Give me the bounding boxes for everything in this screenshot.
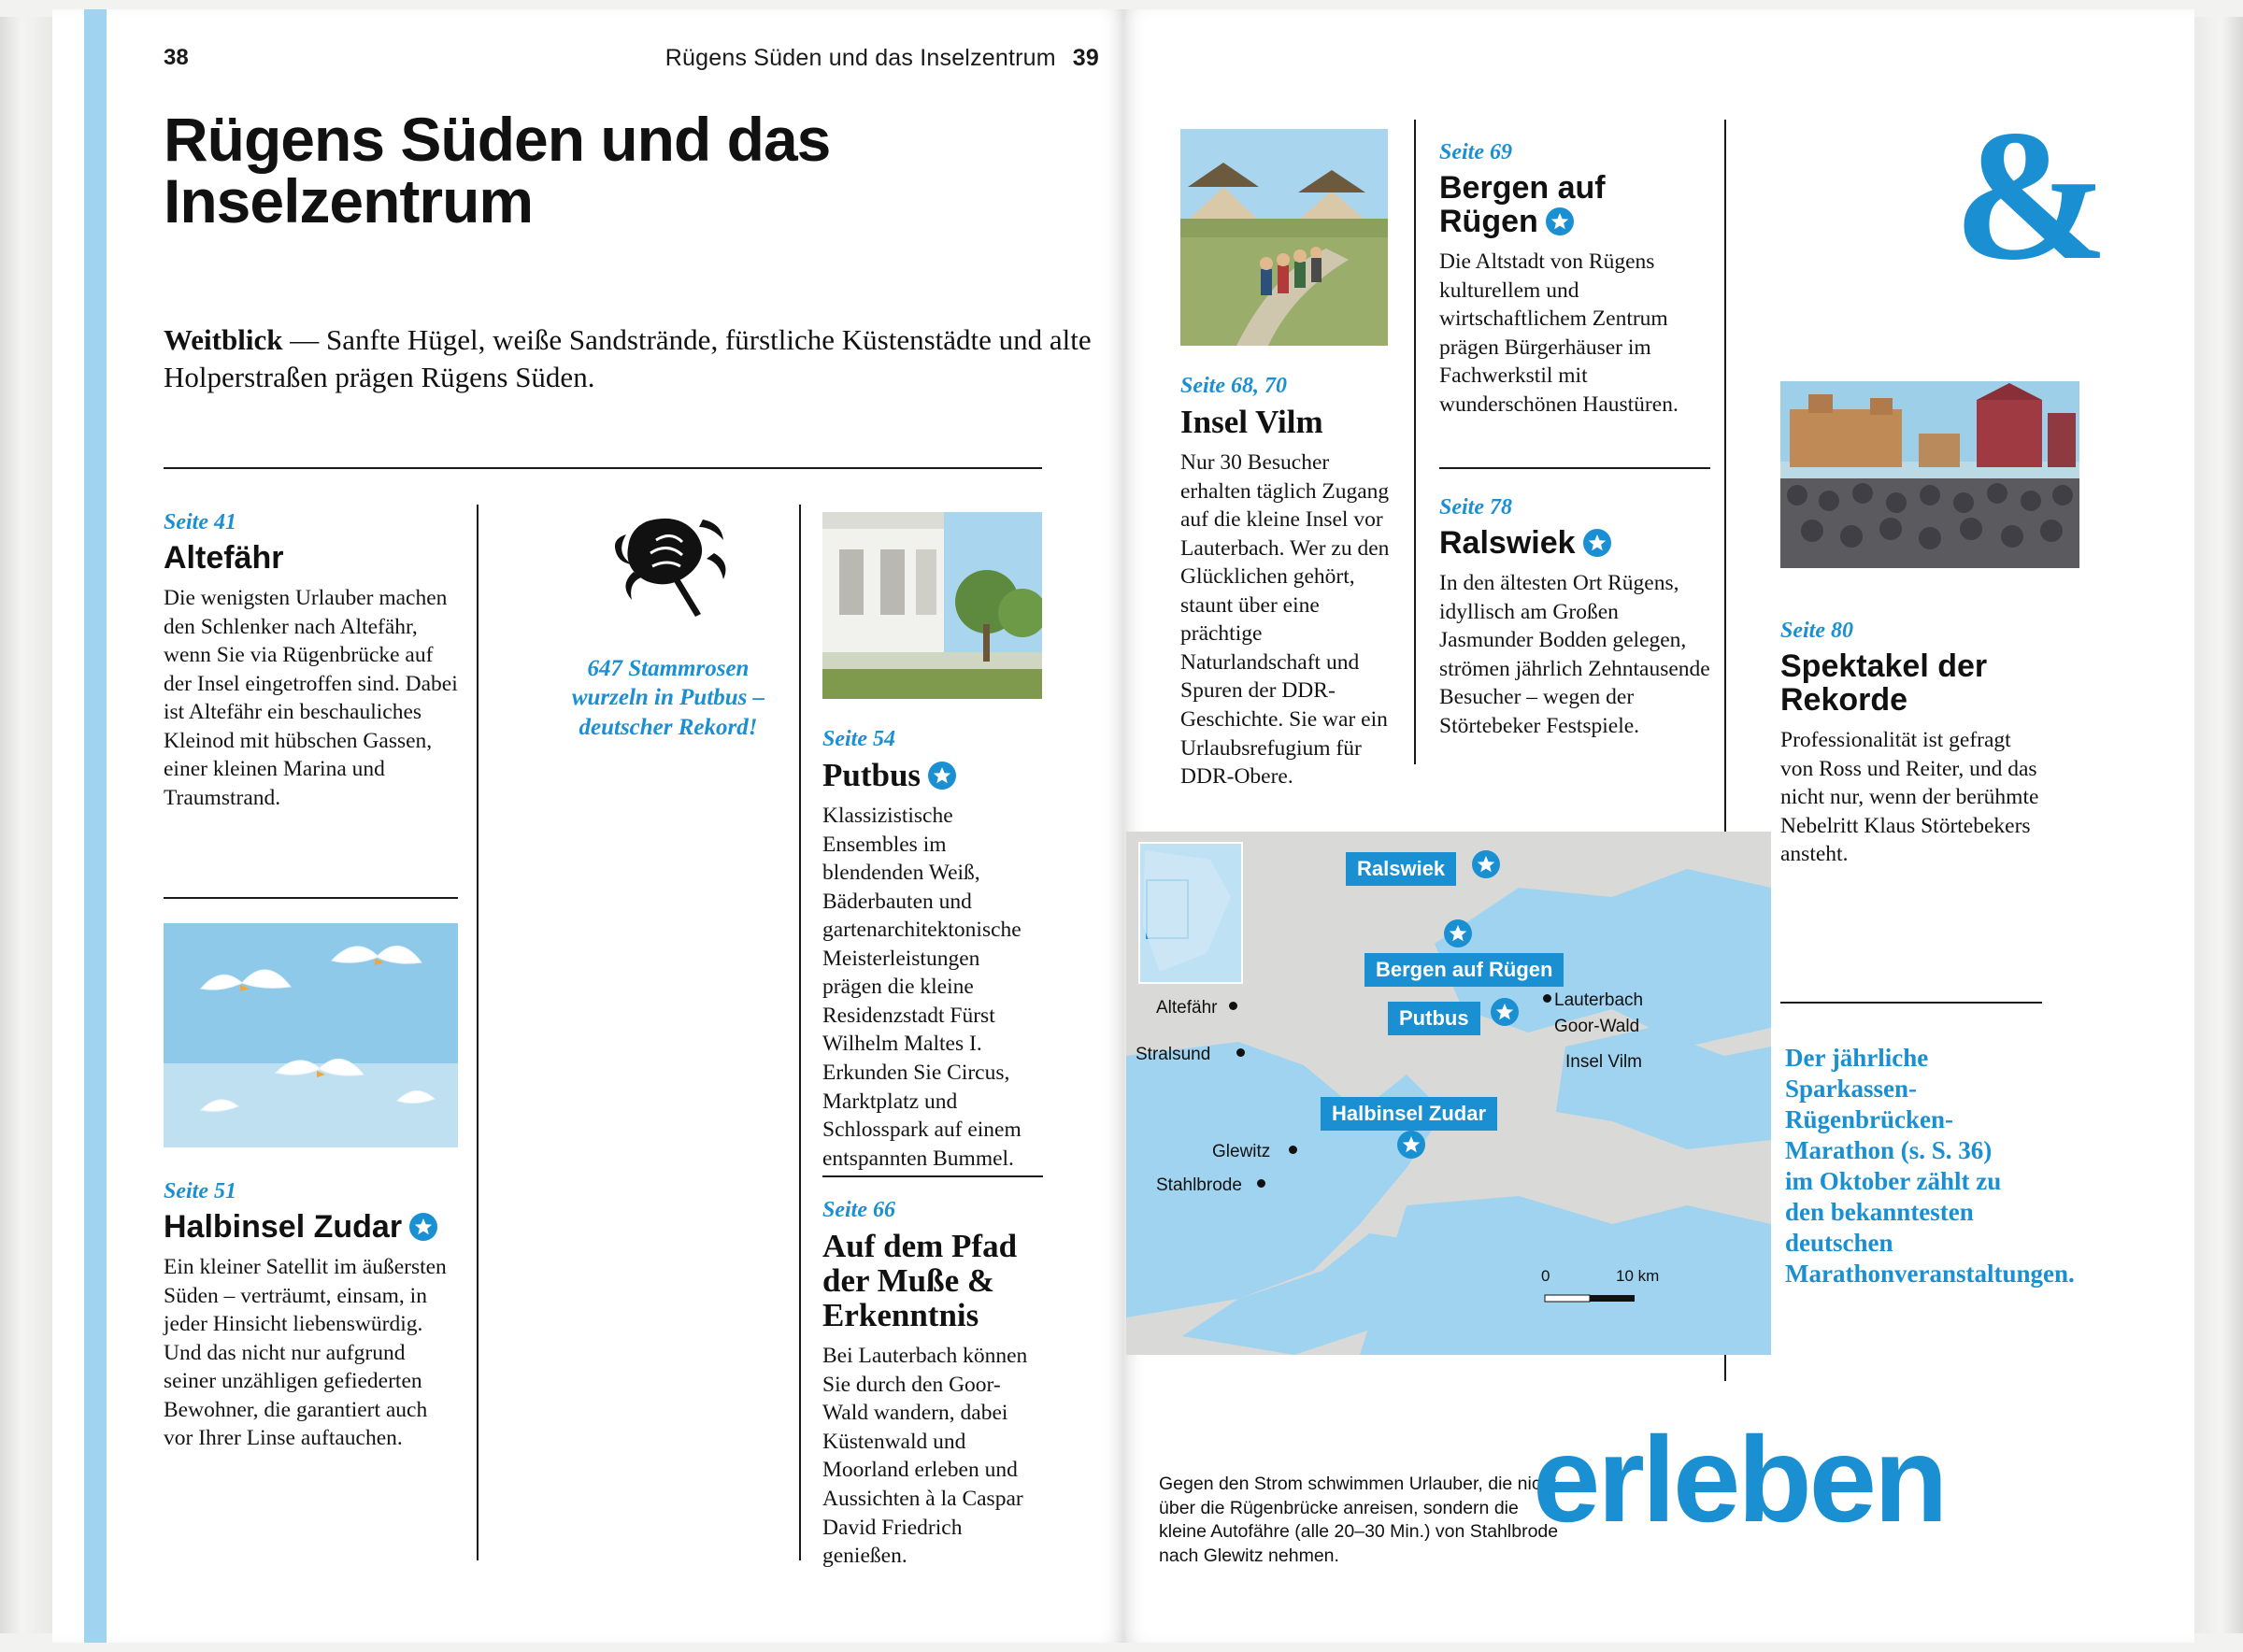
- divider-top: [164, 467, 1042, 469]
- entry-kicker: Seite 51: [164, 1179, 236, 1203]
- entry-title: [164, 1210, 458, 1244]
- entry-text: Professionalität ist gefragt von Ross und Reiter, und das nicht nur, wenn der berühmte Nebelritt Klaus Störtebekers ansteht.: [1780, 728, 2039, 867]
- star-badge-icon: [928, 762, 956, 790]
- entry-title: Insel Vilm: [1180, 404, 1323, 440]
- divider-marathon: [1780, 1002, 2042, 1004]
- map-scale-max: 10 km: [1616, 1267, 1660, 1285]
- map-star-ralswiek-icon: [1472, 850, 1500, 878]
- map-label-lauterbach: Lauterbach: [1554, 990, 1644, 1010]
- folio-left: 38: [164, 45, 189, 70]
- entry-title-text: Ralswiek: [1439, 525, 1576, 561]
- star-badge-icon: [1546, 207, 1574, 235]
- map-dot-stralsund: [1236, 1048, 1245, 1057]
- column-divider-right-1: [1414, 120, 1416, 764]
- entry-insel-vilm[interactable]: [1180, 374, 1390, 791]
- region-map[interactable]: [1126, 832, 1771, 1355]
- map-dot-stahlbrode: [1257, 1179, 1265, 1188]
- photo-putbus: [822, 512, 1042, 699]
- entry-kicker: Seite 78: [1439, 495, 1512, 520]
- divider-bergen: [1439, 467, 1710, 469]
- lead-paragraph: [164, 321, 1098, 397]
- map-graphic: [1126, 832, 1771, 1355]
- map-pill-ralswiek[interactable]: Ralswiek: [1346, 852, 1456, 886]
- entry-kicker: Seite 80: [1780, 619, 1853, 643]
- entry-text: Klassizistische Ensembles im blendenden Weiß, Bäderbauten und gartenarchitektonische Meisterleistungen prägen die kleine Residenzstadt Fürst Wilhelm Maltes I. Erkunden Sie Circus, Marktplatz und Schlosspark auf einem entspannten Bummel.: [822, 804, 1021, 1171]
- map-pill-putbus[interactable]: Putbus: [1388, 1002, 1480, 1035]
- star-badge-icon: [409, 1213, 437, 1241]
- running-head: [665, 45, 1099, 72]
- entry-spektakel-der-rekorde[interactable]: [1780, 619, 2042, 869]
- entry-title-text: Halbinsel Zudar: [164, 1209, 403, 1245]
- entry-kicker: Seite 54: [822, 727, 895, 751]
- entry-kicker: Seite 69: [1439, 140, 1512, 164]
- section-word-erleben: erleben: [1533, 1411, 1946, 1547]
- photo-seagulls: [164, 923, 458, 1147]
- entry-title: [1439, 526, 1710, 560]
- entry-title-text: Bergen auf Rügen: [1439, 170, 1606, 240]
- photo-festival: [1780, 381, 2079, 568]
- entry-kicker: Seite 68, 70: [1180, 374, 1287, 398]
- photo-hikers: [1180, 129, 1388, 346]
- column-divider-2: [799, 505, 801, 1560]
- entry-halbinsel-zudar[interactable]: [164, 1179, 458, 1453]
- map-label-stralsund: Stralsund: [1136, 1045, 1211, 1064]
- entry-text: In den ältesten Ort Rügens, idyllisch am Großen Jasmunder Bodden gelegen, strömen jährlich Zehntausende Besucher – wegen der Störtebeker Festspiele.: [1439, 571, 1710, 738]
- rose-illustration-icon: [598, 512, 757, 624]
- entry-title-text: Putbus: [822, 757, 921, 793]
- map-dot-altefaehr: [1229, 1002, 1237, 1010]
- page-title: Rügens Süden und das Inselzentrum: [164, 105, 831, 235]
- entry-text: Die Altstadt von Rügens kulturellem und wirtschaftlichem Zentrum prägen Bürgerhäuser im Fachwerkstil mit wunderschönen Haustüren.: [1439, 249, 1679, 417]
- left-page-edge: [0, 17, 54, 1633]
- map-caption: Gegen den Strom schwimmen Urlauber, die nicht über die Rügenbrücke anreisen, sondern die kleine Autofähre (alle 20–30 Min.) von Stahlbrode nach Glewitz nehmen.: [1159, 1474, 1559, 1567]
- map-star-zudar-icon: [1397, 1131, 1425, 1159]
- entry-putbus[interactable]: [822, 727, 1043, 1173]
- entry-title: Auf dem Pfad der Muße & Erkenntnis: [822, 1228, 1018, 1334]
- divider-left-col: [164, 897, 458, 899]
- entry-text: Die wenigsten Urlauber machen den Schlenker nach Altefähr, wenn Sie via Rügenbrücke auf der Insel eingetroffen sind. Dabei ist Altefähr ein beschauliches Kleinod mit hübschen Gassen, einer kleinen Marina und Traumstrand.: [164, 586, 458, 810]
- map-label-goor-wald: Goor-Wald: [1554, 1017, 1640, 1036]
- entry-bergen-auf-ruegen[interactable]: [1439, 140, 1710, 419]
- running-head-text: Rügens Süden und das Inselzentrum: [664, 45, 1056, 71]
- ampersand-decoration: &: [1953, 93, 2109, 299]
- entry-title: [822, 758, 1043, 792]
- map-dot-lauterbach: [1543, 994, 1551, 1003]
- entry-title: Altefähr: [164, 540, 284, 576]
- map-label-altefaehr: Altefähr: [1156, 998, 1218, 1018]
- entry-title: Spektakel der Rekorde: [1780, 648, 1988, 719]
- entry-altefaehr[interactable]: [164, 510, 458, 812]
- entry-kicker: Seite 41: [164, 510, 236, 534]
- map-pill-halbinsel-zudar[interactable]: Halbinsel Zudar: [1321, 1097, 1497, 1131]
- map-pill-bergen[interactable]: Bergen auf Rügen: [1364, 953, 1564, 987]
- lead-dash: —: [290, 323, 320, 356]
- entry-ralswiek[interactable]: [1439, 495, 1710, 740]
- map-scale-min: 0: [1541, 1267, 1550, 1285]
- map-label-insel-vilm: Insel Vilm: [1565, 1052, 1643, 1072]
- map-label-stahlbrode: Stahlbrode: [1156, 1175, 1242, 1195]
- map-star-putbus-icon: [1491, 998, 1519, 1026]
- map-label-glewitz: Glewitz: [1212, 1142, 1271, 1161]
- entry-text: Ein kleiner Satellit im äußersten Süden – verträumt, einsam, in jeder Hinsicht liebenswürdig. Und das nicht nur aufgrund seiner unzähligen gefiederten Bewohner, die garantiert auch vor Ihrer Linse auftauchen.: [164, 1255, 447, 1451]
- map-dot-glewitz: [1289, 1146, 1297, 1154]
- decorative-blue-bar: [84, 9, 107, 1643]
- lead-text: Sanfte Hügel, weiße Sandstrände, fürstliche Küstenstädte und alte Holperstraßen prägen Rügens Süden.: [164, 323, 1092, 394]
- folio-right: 39: [1072, 45, 1099, 71]
- column-divider-1: [477, 505, 479, 1560]
- entry-text: Bei Lauterbach können Sie durch den Goor-Wald wandern, dabei Küstenwald und Moorland erleben und Aussichten à la Caspar David Friedrich genießen.: [822, 1344, 1028, 1569]
- entry-text: Nur 30 Besucher erhalten täglich Zugang auf die kleine Insel vor Lauterbach. Wer zu den Glücklichen gehört, staunt über eine prächtige Naturlandschaft und Spuren der DDR-Geschichte. Sie war ein Urlaubsrefugium für DDR-Obere.: [1180, 450, 1390, 790]
- map-star-bergen-icon: [1444, 919, 1472, 947]
- lead-label: Weitblick: [164, 323, 283, 356]
- star-badge-icon: [1583, 529, 1611, 557]
- marathon-note: Der jährliche Sparkassen-Rügenbrücken-Marathon (s. S. 36) im Oktober zählt zu den bekanntesten deutschen Marathonveranstaltungen.: [1785, 1044, 2075, 1288]
- rose-caption: 647 Stammrosen wurzeln in Putbus – deutscher Rekord!: [571, 656, 765, 740]
- divider-right-col: [822, 1175, 1043, 1177]
- entry-pfad-der-musse[interactable]: [822, 1198, 1043, 1571]
- entry-kicker: Seite 66: [822, 1198, 895, 1222]
- right-page-edge: [2194, 17, 2243, 1633]
- entry-title: [1439, 171, 1710, 238]
